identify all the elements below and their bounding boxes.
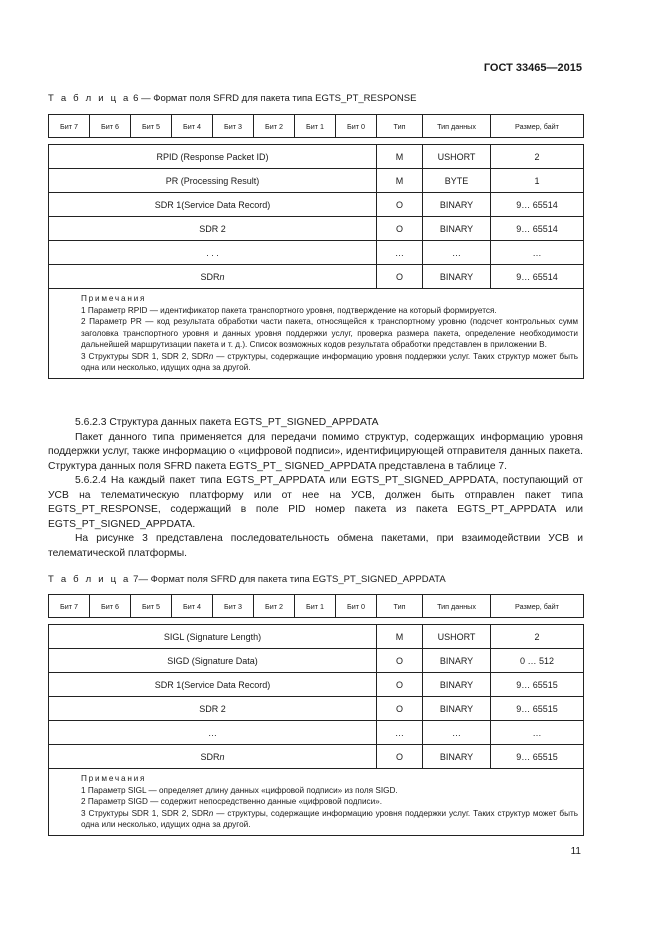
field-name: SDR 2 [49,217,377,241]
header-cell: Тип данных [423,115,491,138]
field-size: 2 [491,145,584,169]
field-type: … [377,241,423,265]
field-type: O [377,649,423,673]
field-name: … [49,721,377,745]
field-name: PR (Processing Result) [49,169,377,193]
field-type: O [377,217,423,241]
spacer [49,618,584,625]
field-name: SIGL (Signature Length) [49,625,377,649]
body-text [48,416,583,561]
field-type: O [377,265,423,289]
field-name: . . . [49,241,377,265]
field-dtype: … [423,721,491,745]
field-type: M [377,625,423,649]
field-size: 1 [491,169,584,193]
field-dtype: BINARY [423,193,491,217]
field-dtype: BINARY [423,217,491,241]
field-size: … [491,241,584,265]
field-size: 9… 65514 [491,217,584,241]
table6-caption-text: 6 — Формат поля SFRD для пакета типа EGTS_PT_RESPONSE [130,93,417,104]
header-cell: Бит 6 [90,115,131,138]
note-3: 3 Структуры SDR 1, SDR 2, SDRn — структуры, содержащие информацию уровня поддержки услуг. Таких структур может быть одна или несколько, идущих одна за другой. [81,351,578,372]
header-cell: Бит 4 [172,595,213,618]
table-row [49,745,584,769]
table6 [48,114,584,379]
header-cell: Тип данных [423,595,491,618]
table-row [49,193,584,217]
table-row [49,145,584,169]
header-cell: Бит 0 [336,595,377,618]
header-cell: Размер, байт [491,595,584,618]
table7-header-row [49,595,584,618]
field-name: SDRn [49,745,377,769]
header-cell: Бит 5 [131,595,172,618]
field-dtype: USHORT [423,625,491,649]
header-cell: Бит 2 [254,595,295,618]
header-cell: Бит 7 [49,595,90,618]
field-type: O [377,193,423,217]
header-cell: Тип [377,115,423,138]
field-dtype: USHORT [423,145,491,169]
table7-caption [48,574,446,585]
header-cell: Бит 1 [295,595,336,618]
note-1: 1 Параметр SIGL — определяет длину данных «цифровой подписи» из поля SIGD. [81,785,398,795]
field-type: O [377,697,423,721]
table-row [49,241,584,265]
table-row [49,625,584,649]
note-3: 3 Структуры SDR 1, SDR 2, SDRn — структуры, содержащие информацию уровня поддержки услуг. Таких структур может быть одна или несколько, идущих одна за другой. [81,808,578,829]
header-cell: Размер, байт [491,115,584,138]
note-1: 1 Параметр RPID — идентификатор пакета транспортного уровня, подтверждение на который формируется. [81,305,497,315]
notes-heading: Примечания [81,774,147,783]
field-size: 9… 65515 [491,673,584,697]
table7-notes [49,769,584,836]
field-size: 0 … 512 [491,649,584,673]
header-cell: Бит 5 [131,115,172,138]
page-number: 11 [570,846,581,857]
table7-caption-prefix: Т а б л и ц а [48,574,131,585]
header-cell: Тип [377,595,423,618]
header-cell: Бит 3 [213,595,254,618]
field-dtype: BINARY [423,265,491,289]
notes-heading: Примечания [81,294,147,303]
section-heading: 5.6.2.3 Структура данных пакета EGTS_PT_SIGNED_APPDATA [75,417,379,428]
table-row [49,673,584,697]
header-cell: Бит 0 [336,115,377,138]
field-name: SDRn [49,265,377,289]
table7 [48,594,584,836]
field-size: 9… 65514 [491,265,584,289]
field-name: SIGD (Signature Data) [49,649,377,673]
standard-number: ГОСТ 33465—2015 [483,62,582,74]
field-dtype: BINARY [423,745,491,769]
table-row [49,265,584,289]
field-dtype: BYTE [423,169,491,193]
field-name: RPID (Response Packet ID) [49,145,377,169]
table-row [49,721,584,745]
field-name: SDR 1(Service Data Record) [49,673,377,697]
table-row [49,169,584,193]
table-row [49,217,584,241]
header-cell: Бит 3 [213,115,254,138]
field-type: M [377,169,423,193]
spacer [49,138,584,145]
paragraph: 5.6.2.4 На каждый пакет типа EGTS_PT_APPDATA или EGTS_PT_SIGNED_APPDATA, поступающий от УСВ на телематическую платформу или от нее на УСВ, должен быть отправлен пакет типа EGTS_PT_RESPONSE, содержащий в поле PID номер пакета из пакета EGTS_PT_APPDATA или EGTS_PT_SIGNED_APPDATA. [48,475,583,530]
field-dtype: BINARY [423,697,491,721]
field-size: … [491,721,584,745]
field-size: 9… 65515 [491,745,584,769]
field-name: SDR 1(Service Data Record) [49,193,377,217]
paragraph: Пакет данного типа применяется для передачи помимо структур, содержащих информацию уровня поддержки услуг, также информацию о «цифровой подписи», идентифицирующей отправителя данных пакета. Структура данных поля SFRD пакета EGTS_PT_ SIGNED_APPDATA представлена в таблице 7. [48,431,583,472]
header-cell: Бит 2 [254,115,295,138]
table6-header-row [49,115,584,138]
note-2: 2 Параметр SIGD — содержит непосредственно данные «цифровой подписи». [81,797,383,806]
table6-notes [49,289,584,379]
field-type: O [377,673,423,697]
field-name: SDR 2 [49,697,377,721]
table-row [49,697,584,721]
header-cell: Бит 6 [90,595,131,618]
table6-caption [48,93,416,104]
header-cell: Бит 4 [172,115,213,138]
field-dtype: BINARY [423,673,491,697]
note-2: 2 Параметр PR — код результата обработки части пакета, относящейся к транспортному уровню (подсчет контрольных сумм заголовка транспортного уровня и данных уровня поддержки услуг, проверка размера пакета, определение необходимости дальнейшей маршрутизации пакета и т. д.). Список возможных кодов результата обработки представлен в приложении В. [81,317,578,349]
field-size: 9… 65514 [491,193,584,217]
paragraph: На рисунке 3 представлена последовательность обмена пакетами, при взаимодействии УСВ и телематической платформы. [48,533,583,559]
field-size: 2 [491,625,584,649]
table7-caption-text: 7— Формат поля SFRD для пакета типа EGTS_PT_SIGNED_APPDATA [130,574,446,585]
table6-caption-prefix: Т а б л и ц а [48,93,131,104]
field-dtype: … [423,241,491,265]
field-type: … [377,721,423,745]
field-dtype: BINARY [423,649,491,673]
header-cell: Бит 1 [295,115,336,138]
field-type: O [377,745,423,769]
field-type: M [377,145,423,169]
header-cell: Бит 7 [49,115,90,138]
field-size: 9… 65515 [491,697,584,721]
table-row [49,649,584,673]
